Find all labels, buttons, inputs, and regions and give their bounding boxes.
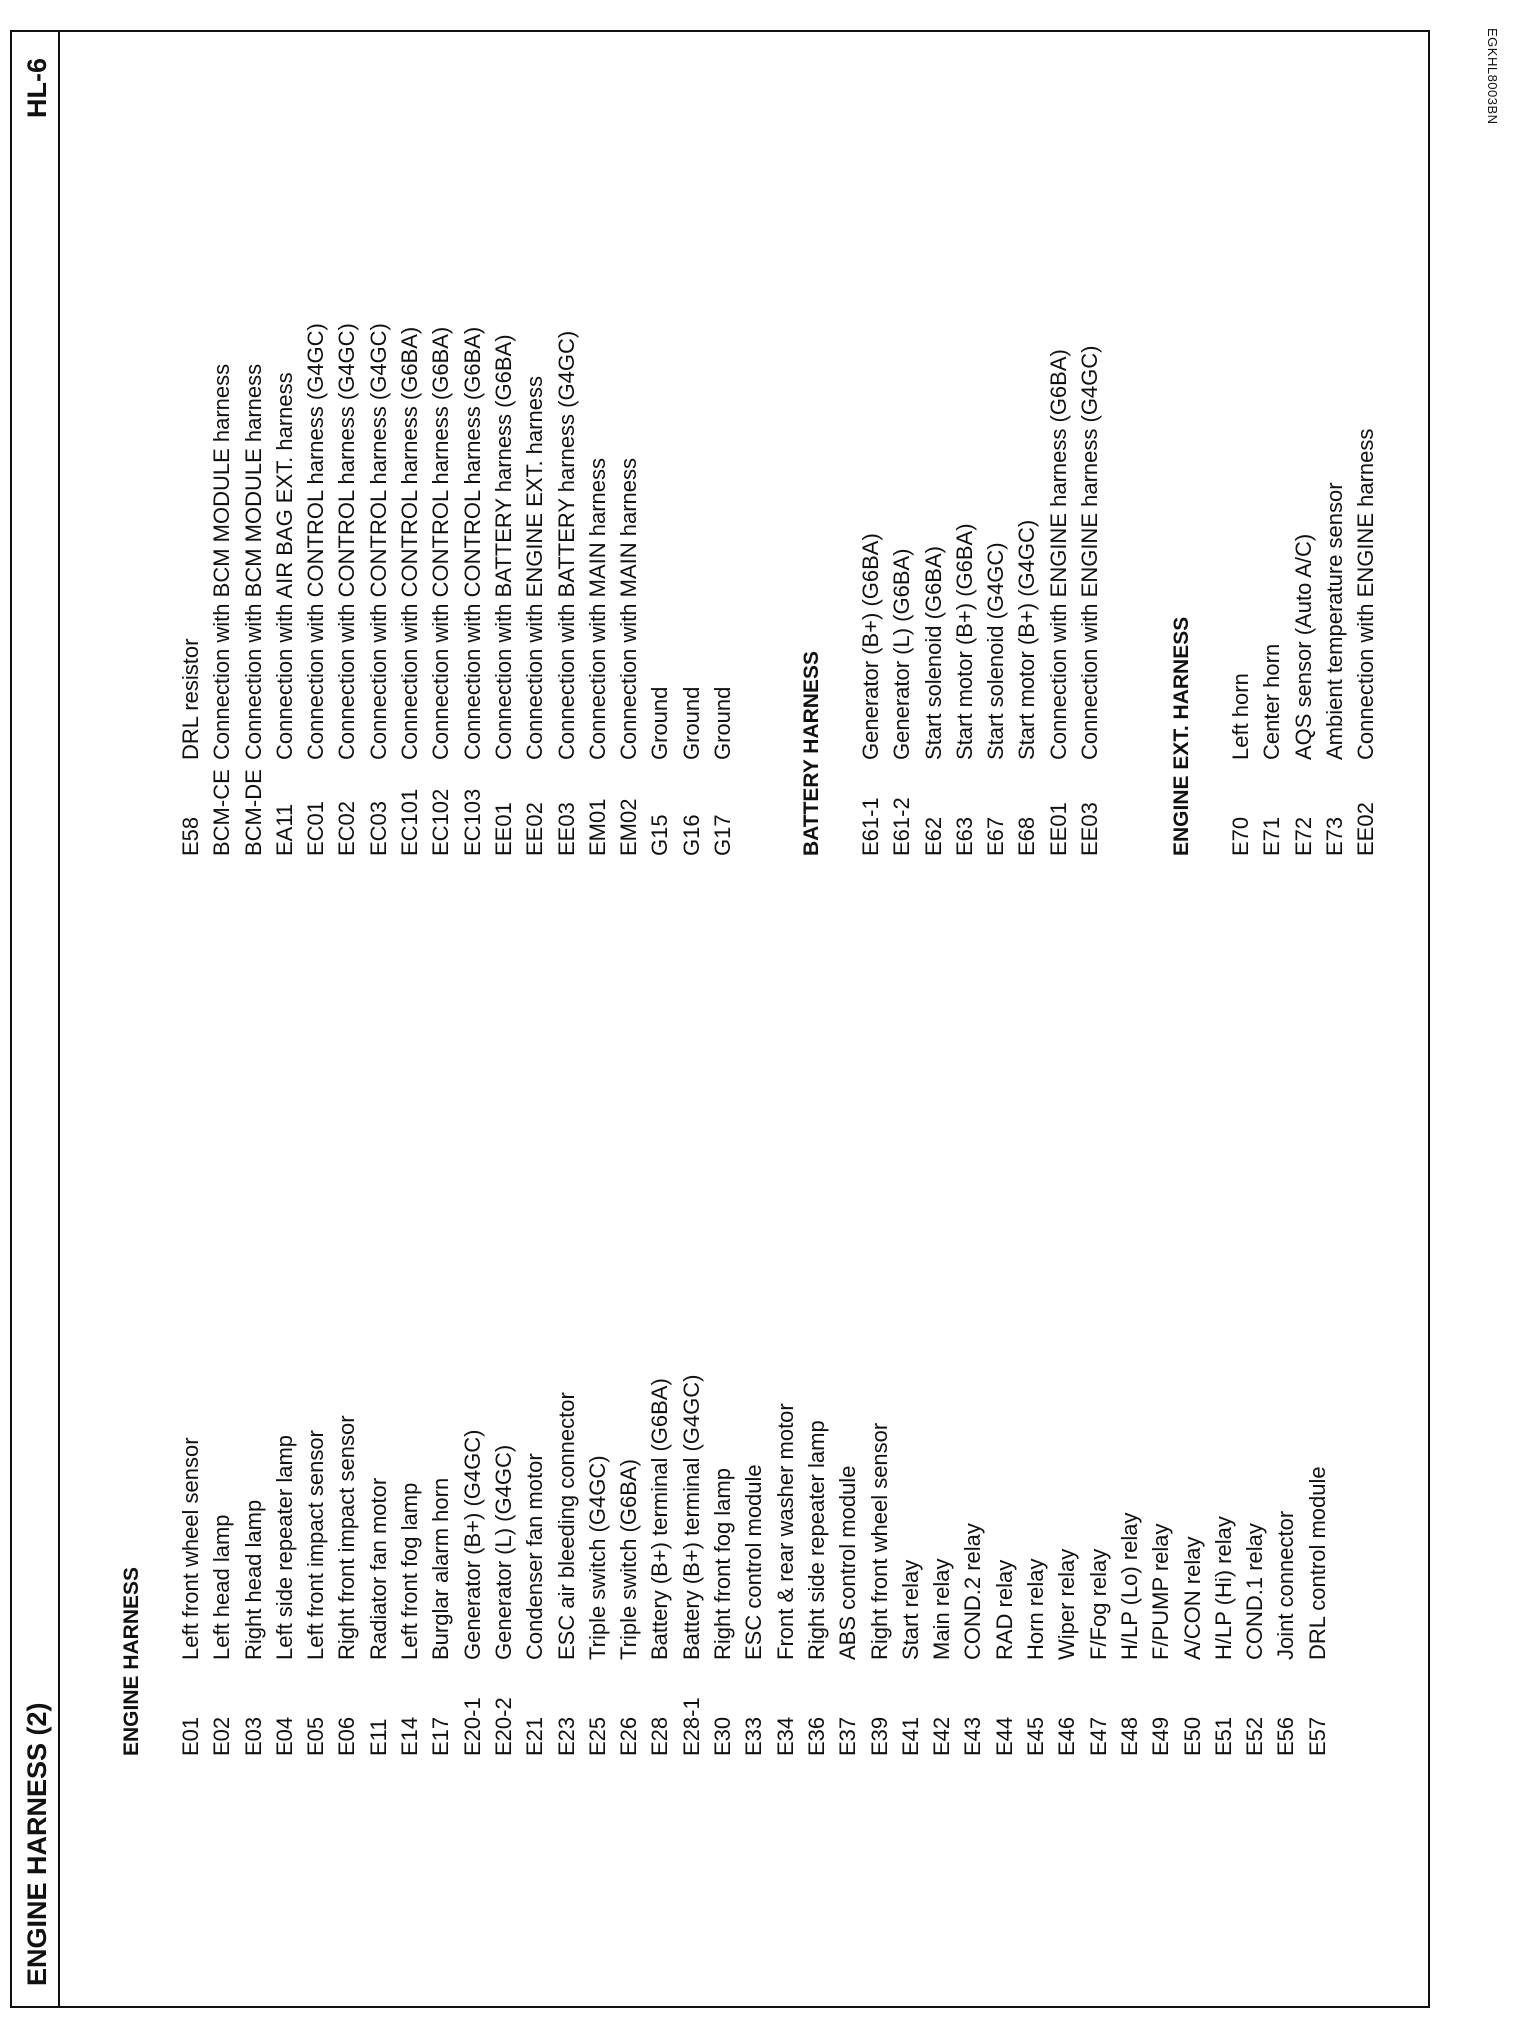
connector-code: EE02 (522, 802, 548, 856)
connector-description: Connection with MAIN harness (616, 457, 642, 760)
connector-code: E46 (1054, 1716, 1080, 1756)
connector-code: E58 (178, 816, 203, 856)
connector-row (394, 1375, 425, 1756)
connector-description: Connection with BATTERY harness (G4GC) (553, 330, 579, 760)
connector-row (918, 346, 949, 857)
connector-description: Ground (678, 686, 704, 760)
connector-row (300, 1375, 331, 1756)
connector-description: Left front wheel sensor (178, 1437, 203, 1660)
connector-code: E67 (983, 816, 1009, 856)
connector-code: EC101 (397, 788, 423, 856)
connector-description: Horn relay (1023, 1558, 1049, 1660)
connector-description: Right head lamp (240, 1499, 266, 1660)
connector-description: Generator (B+) (G4GC) (459, 1429, 485, 1660)
connector-description: Triple switch (G4GC) (584, 1455, 610, 1660)
connector-row (488, 1375, 519, 1756)
connector-description: Connection with CONTROL harness (G4GC) (303, 323, 329, 760)
connector-row (1145, 1375, 1176, 1756)
connector-row (980, 346, 1011, 857)
connector-row (1074, 346, 1105, 857)
connector-row (269, 1375, 300, 1756)
connector-code: EE03 (553, 802, 579, 856)
connector-row (613, 323, 644, 856)
connector-row (331, 323, 362, 856)
connector-description: RAD relay (991, 1559, 1017, 1660)
document-code: EGKHL8003BN (1485, 28, 1500, 125)
connector-code: E23 (553, 1716, 579, 1756)
connector-code: EE01 (1045, 802, 1071, 856)
connector-code: E51 (1210, 1716, 1236, 1756)
connector-code: EM02 (616, 798, 642, 856)
connector-row (1051, 1375, 1082, 1756)
connector-code: E05 (303, 1716, 329, 1756)
connector-code: E37 (835, 1716, 861, 1756)
connector-code: E28-1 (678, 1697, 704, 1756)
connector-description: Ambient temperature sensor (1321, 482, 1347, 760)
connector-row (488, 323, 519, 856)
connector-row (519, 1375, 550, 1756)
connector-description: Generator (L) (G6BA) (889, 548, 915, 760)
connector-row (738, 1375, 769, 1756)
engine-harness-list-2 (175, 323, 738, 856)
connector-row (1225, 429, 1256, 856)
connector-code: EC102 (428, 788, 454, 856)
connector-code: E11 (365, 1718, 391, 1756)
connector-row (676, 323, 707, 856)
connector-description: Start relay (897, 1559, 923, 1660)
connector-row (551, 1375, 582, 1756)
connector-description: Ground (710, 686, 736, 760)
connector-row (331, 1375, 362, 1756)
connector-code: E36 (803, 1716, 829, 1756)
connector-description: Ground (647, 686, 673, 760)
connector-row (926, 1375, 957, 1756)
connector-code: E61-2 (889, 797, 915, 856)
connector-row (175, 1375, 206, 1756)
connector-row (1302, 1375, 1333, 1756)
connector-row (394, 323, 425, 856)
connector-row (238, 323, 269, 856)
connector-description: Connection with ENGINE harness (G4GC) (1077, 345, 1103, 760)
connector-description: Joint connector (1273, 1510, 1299, 1660)
connector-description: Battery (B+) terminal (G6BA) (647, 1378, 673, 1660)
connector-description: Connection with CONTROL harness (G4GC) (334, 323, 360, 760)
connector-description: Wiper relay (1054, 1548, 1080, 1660)
connector-description: Right front wheel sensor (866, 1422, 892, 1660)
connector-row (1288, 429, 1319, 856)
connector-description: DRL control module (1304, 1466, 1330, 1660)
connector-row (770, 1375, 801, 1756)
connector-code: E28 (647, 1716, 673, 1756)
connector-code: EC02 (334, 800, 360, 856)
connector-description: COND.1 relay (1242, 1523, 1268, 1660)
connector-code: E17 (428, 1716, 454, 1756)
connector-description: Connection with BCM MODULE harness (209, 363, 235, 760)
connector-description: Start motor (B+) (G6BA) (951, 523, 977, 760)
connector-description: Triple switch (G6BA) (616, 1459, 642, 1660)
engine-ext-harness-list (1225, 429, 1381, 856)
connector-description: Left front fog lamp (397, 1482, 423, 1660)
connector-row (363, 323, 394, 856)
connector-description: Connection with CONTROL harness (G4GC) (365, 323, 391, 760)
page-number: HL-6 (22, 58, 52, 118)
connector-row (1011, 346, 1042, 857)
connector-row (425, 323, 456, 856)
connector-row (1083, 1375, 1114, 1756)
connector-description: Radiator fan motor (365, 1477, 391, 1660)
connector-code: E61-1 (858, 797, 883, 856)
connector-code: E01 (178, 1716, 203, 1756)
connector-row (1020, 1375, 1051, 1756)
connector-code: EC103 (459, 788, 485, 856)
connector-code: E30 (710, 1716, 736, 1756)
connector-row (855, 346, 886, 857)
connector-description: ESC control module (741, 1464, 767, 1660)
connector-row (1239, 1375, 1270, 1756)
connector-row (206, 323, 237, 856)
connector-description: Connection with ENGINE harness (1353, 428, 1379, 760)
connector-code: E33 (741, 1716, 767, 1756)
connector-row (676, 1375, 707, 1756)
connector-code: E39 (866, 1716, 892, 1756)
connector-code: E70 (1228, 816, 1253, 856)
connector-description: Left side repeater lamp (271, 1434, 297, 1660)
connector-description: Burglar alarm horn (428, 1477, 454, 1660)
connector-row (613, 1375, 644, 1756)
connector-description: H/LP (Lo) relay (1116, 1512, 1142, 1660)
connector-code: E62 (920, 816, 946, 856)
connector-description: Connection with CONTROL harness (G6BA) (428, 326, 454, 760)
connector-code: EE02 (1353, 802, 1379, 856)
connector-code: E26 (616, 1716, 642, 1756)
connector-description: Left horn (1228, 673, 1253, 760)
connector-row (707, 1375, 738, 1756)
rotated-page (12, 32, 1430, 2008)
connector-description: Start solenoid (G6BA) (920, 546, 946, 760)
engine-ext-harness-title: ENGINE EXT. HARNESS (1170, 616, 1193, 856)
connector-description: Condenser fan motor (522, 1453, 548, 1660)
connector-code: E04 (271, 1716, 297, 1756)
connector-description: Generator (L) (G4GC) (490, 1444, 516, 1660)
connector-code: E25 (584, 1716, 610, 1756)
connector-code: E68 (1014, 816, 1040, 856)
connector-description: Left front impact sensor (303, 1430, 329, 1660)
connector-code: E73 (1321, 816, 1347, 856)
connector-description: Center horn (1259, 643, 1285, 760)
connector-row (957, 1375, 988, 1756)
connector-code: E72 (1290, 816, 1316, 856)
connector-code: E44 (991, 1716, 1017, 1756)
connector-description: A/CON relay (1179, 1536, 1205, 1660)
connector-code: E56 (1273, 1716, 1299, 1756)
connector-row (1270, 1375, 1301, 1756)
connector-description: Left head lamp (209, 1514, 235, 1660)
connector-row (1043, 346, 1074, 857)
connector-row (582, 1375, 613, 1756)
connector-description: Right side repeater lamp (803, 1420, 829, 1660)
connector-code: E03 (240, 1716, 266, 1756)
connector-row (551, 323, 582, 856)
connector-code: EA11 (271, 803, 297, 856)
connector-description: DRL resistor (178, 638, 203, 760)
engine-harness-title: ENGINE HARNESS (120, 1566, 143, 1756)
connector-code: E45 (1023, 1716, 1049, 1756)
connector-row (175, 323, 206, 856)
connector-description: Right front fog lamp (710, 1468, 736, 1660)
connector-description: Generator (B+) (G6BA) (858, 533, 883, 760)
connector-row (1208, 1375, 1239, 1756)
engine-harness-list-1 (175, 1375, 1333, 1756)
connector-row (457, 1375, 488, 1756)
connector-row (1319, 429, 1350, 856)
connector-description: Connection with CONTROL harness (G6BA) (397, 326, 423, 760)
page-frame (10, 30, 1430, 2008)
page-title: ENGINE HARNESS (2) (22, 1702, 52, 1986)
connector-description: ESC air bleeding connector (553, 1392, 579, 1660)
connector-code: E06 (334, 1716, 360, 1756)
connector-code: EE01 (490, 802, 516, 856)
connector-code: E47 (1085, 1716, 1111, 1756)
connector-code: E42 (929, 1716, 955, 1756)
connector-row (238, 1375, 269, 1756)
connector-code: E71 (1259, 816, 1285, 856)
connector-row (363, 1375, 394, 1756)
connector-row (644, 1375, 675, 1756)
connector-description: F/PUMP relay (1148, 1523, 1174, 1660)
connector-code: E20-2 (490, 1697, 516, 1756)
connector-description: H/LP (Hi) relay (1210, 1516, 1236, 1660)
connector-description: Start motor (B+) (G4GC) (1014, 519, 1040, 760)
connector-row (801, 1375, 832, 1756)
connector-row (707, 323, 738, 856)
connector-row (457, 323, 488, 856)
connector-code: E20-1 (459, 1697, 485, 1756)
connector-row (269, 323, 300, 856)
connector-code: E50 (1179, 1716, 1205, 1756)
connector-description: Connection with MAIN harness (584, 457, 610, 760)
connector-row (644, 323, 675, 856)
connector-code: E57 (1304, 1716, 1330, 1756)
connector-description: F/Fog relay (1085, 1548, 1111, 1660)
connector-code: EC01 (303, 800, 329, 856)
connector-description: AQS sensor (Auto A/C) (1290, 533, 1316, 760)
connector-description: COND.2 relay (960, 1523, 986, 1660)
connector-code: E48 (1116, 1716, 1142, 1756)
connector-description: ABS control module (835, 1465, 861, 1660)
battery-harness-title: BATTERY HARNESS (800, 651, 823, 856)
connector-row (895, 1375, 926, 1756)
connector-row (832, 1375, 863, 1756)
connector-row (989, 1375, 1020, 1756)
connector-row (949, 346, 980, 857)
connector-description: Main relay (929, 1558, 955, 1660)
connector-row (1114, 1375, 1145, 1756)
connector-row (864, 1375, 895, 1756)
connector-row (206, 1375, 237, 1756)
connector-code: E14 (397, 1716, 423, 1756)
title-bar (12, 32, 60, 2008)
connector-description: Connection with BCM MODULE harness (240, 363, 266, 760)
connector-row (519, 323, 550, 856)
connector-description: Battery (B+) terminal (G4GC) (678, 1374, 704, 1660)
connector-code: BCM-CE (209, 769, 235, 856)
connector-row (425, 1375, 456, 1756)
connector-code: BCM-DE (240, 769, 266, 856)
connector-row (300, 323, 331, 856)
connector-code: E02 (209, 1716, 235, 1756)
connector-code: E34 (772, 1716, 798, 1756)
connector-code: G16 (678, 814, 704, 856)
connector-code: E21 (522, 1716, 548, 1756)
connector-code: E52 (1242, 1716, 1268, 1756)
connector-description: Connection with CONTROL harness (G6BA) (459, 326, 485, 760)
connector-row (1177, 1375, 1208, 1756)
connector-code: EC03 (365, 800, 391, 856)
connector-row (886, 346, 917, 857)
connector-description: Connection with ENGINE EXT. harness (522, 376, 548, 760)
connector-code: EE03 (1077, 802, 1103, 856)
connector-code: E63 (951, 816, 977, 856)
connector-description: Connection with AIR BAG EXT. harness (271, 372, 297, 760)
connector-description: Right front impact sensor (334, 1415, 360, 1660)
connector-code: G17 (710, 814, 736, 856)
connector-row (582, 323, 613, 856)
connector-description: Connection with ENGINE harness (G6BA) (1045, 349, 1071, 760)
connector-code: E43 (960, 1716, 986, 1756)
connector-description: Start solenoid (G4GC) (983, 542, 1009, 760)
connector-description: Connection with BATTERY harness (G6BA) (490, 334, 516, 760)
connector-code: EM01 (584, 798, 610, 856)
connector-code: G15 (647, 814, 673, 856)
connector-row (1256, 429, 1287, 856)
connector-row (1350, 429, 1381, 856)
connector-description: Front & rear washer motor (772, 1403, 798, 1660)
connector-code: E41 (897, 1716, 923, 1756)
battery-harness-list (855, 346, 1105, 857)
connector-code: E49 (1148, 1716, 1174, 1756)
